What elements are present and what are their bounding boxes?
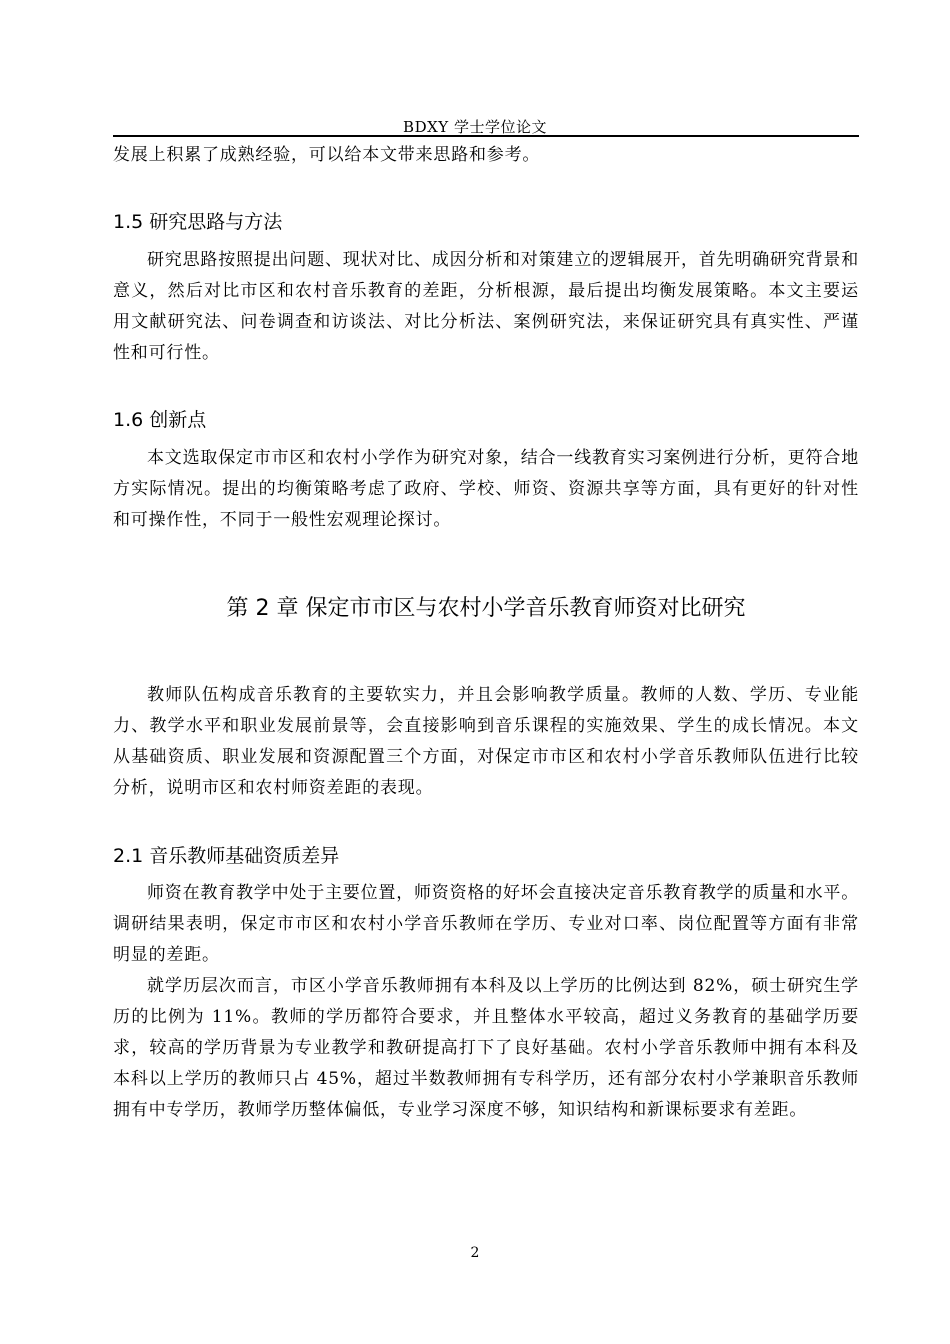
section-2-1-paragraph-1: 师资在教育教学中处于主要位置，师资资格的好坏会直接决定音乐教育教学的质量和水平。调研结果表明，保定市市区和农村小学音乐教师在学历、专业对口率、岗位配置等方面有非常明显的差距。: [113, 883, 859, 965]
section-2-1-paragraph-2: 就学历层次而言，市区小学音乐教师拥有本科及以上学历的比例达到 82%，硕士研究生学历的比例为 11%。教师的学历都符合要求，并且整体水平较高，超过义务教育的基础学历要求，较高的学历背景为专业教学和教研提高打下了良好基础。农村小学音乐教师中拥有本科及本科以上学历的教师只占 45%，超过半数教师拥有专科学历，还有部分农村小学兼职音乐教师拥有中专学历，教师学历整体偏低，专业学习深度不够，知识结构和新课标要求有差距。: [113, 976, 859, 1120]
section-1-6-paragraph: 本文选取保定市市区和农村小学作为研究对象，结合一线教育实习案例进行分析，更符合地方实际情况。提出的均衡策略考虑了政府、学校、师资、资源共享等方面，具有更好的针对性和可操作性，不同于一般性宏观理论探讨。: [113, 448, 859, 530]
section-2-1-heading: 2.1 音乐教师基础资质差异: [113, 845, 340, 867]
section-1-5-heading: 1.5 研究思路与方法: [113, 211, 283, 233]
continuation-paragraph: 发展上积累了成熟经验，可以给本文带来思路和参考。: [113, 145, 541, 165]
section-1-5-paragraph: 研究思路按照提出问题、现状对比、成因分析和对策建立的逻辑展开，首先明确研究背景和意义，然后对比市区和农村音乐教育的差距，分析根源，最后提出均衡发展策略。本文主要运用文献研究法、问卷调查和访谈法、对比分析法、案例研究法，来保证研究具有真实性、严谨性和可行性。: [113, 250, 859, 363]
chapter-2-title: 第 2 章 保定市市区与农村小学音乐教育师资对比研究: [226, 596, 746, 621]
page-body: [113, 140, 859, 1126]
header-rule: [113, 135, 859, 137]
page-number: 2: [470, 1245, 480, 1261]
chapter-2-intro-paragraph: 教师队伍构成音乐教育的主要软实力，并且会影响教学质量。教师的人数、学历、专业能力、教学水平和职业发展前景等，会直接影响到音乐课程的实施效果、学生的成长情况。本文从基础资质、职业发展和资源配置三个方面，对保定市市区和农村小学音乐教师队伍进行比较分析，说明市区和农村师资差距的表现。: [113, 685, 859, 798]
running-header: BDXY 学士学位论文: [403, 118, 547, 136]
section-1-6-heading: 1.6 创新点: [113, 409, 207, 431]
